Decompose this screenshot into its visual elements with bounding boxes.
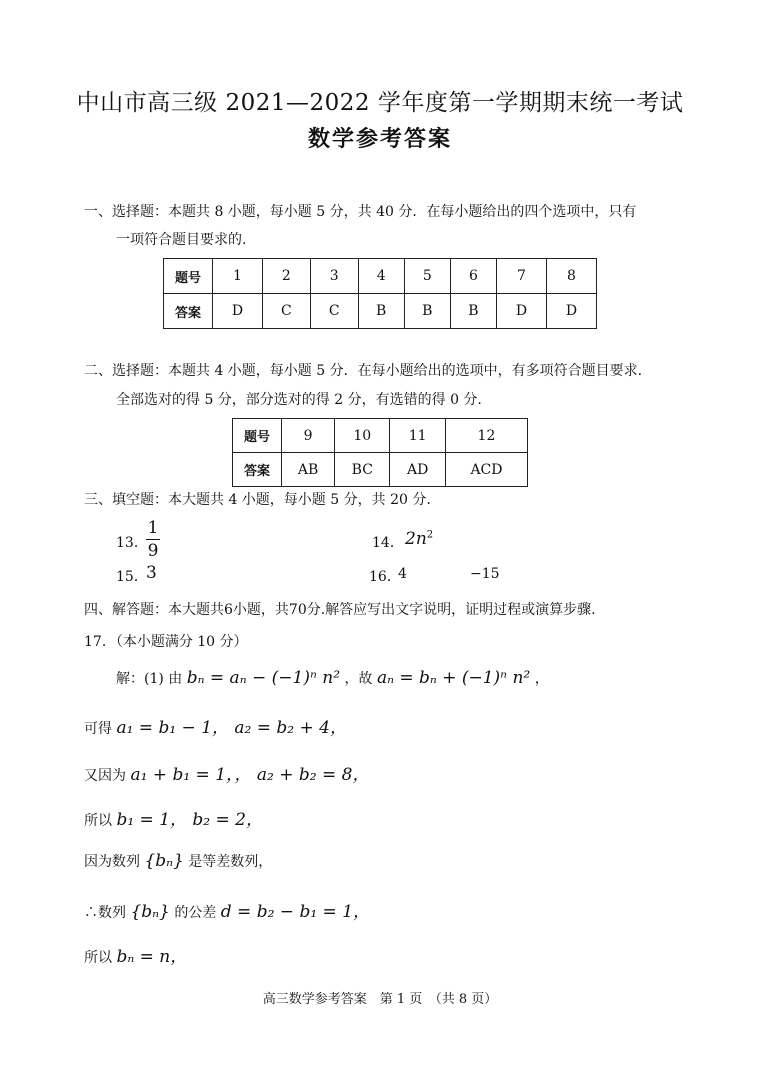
table-cell: B — [450, 294, 496, 329]
table-row — [164, 294, 597, 329]
table-cell: 1 — [213, 259, 263, 294]
solution-line-5 — [84, 851, 272, 871]
solution-line-3 — [84, 760, 370, 785]
solution-text: 又因为 — [84, 768, 126, 784]
section2-instructions-line1: 二、选择题：本题共 4 小题，每小题 5 分．在每小题给出的选项中，有多项符合题目要求. — [84, 363, 643, 379]
q13-denominator: 9 — [147, 541, 159, 561]
page-subtitle: 数学参考答案 — [307, 126, 452, 152]
table-cell: 5 — [404, 259, 450, 294]
q13-numerator: 1 — [147, 518, 159, 538]
q16-answer-2: −15 — [470, 566, 500, 582]
solution-text: ∴数列 — [84, 905, 126, 921]
row-label-question: 题号 — [164, 259, 213, 294]
row-label-answer: 答案 — [233, 453, 282, 487]
table-cell: 12 — [445, 419, 527, 453]
solution-text: 的公差 — [174, 905, 217, 921]
solution-line-4 — [84, 805, 263, 830]
table-row — [164, 259, 597, 294]
formula: {bₙ} — [144, 851, 184, 871]
table-cell: B — [358, 294, 404, 329]
table-cell: AD — [390, 453, 445, 487]
solution-text: 是等差数列， — [188, 854, 273, 870]
formula: aₙ = bₙ + (−1)ⁿ n² — [376, 668, 531, 688]
q14-exponent: 2 — [426, 529, 434, 541]
table-cell: 8 — [546, 259, 596, 294]
table-cell: 10 — [335, 419, 390, 453]
section1-instructions-line1: 一、选择题：本题共 8 小题，每小题 5 分，共 40 分．在每小题给出的四个选项中，只有 — [84, 204, 637, 220]
row-label-answer: 答案 — [164, 294, 213, 329]
formula: a₁ + b₁ = 1，， a₂ + b₂ = 8， — [130, 765, 370, 785]
solution-text: 因为数列 — [84, 854, 140, 870]
q13-label: 13． — [116, 535, 148, 551]
q14-answer — [405, 529, 433, 549]
solution-text: 解：(1) 由 — [116, 671, 183, 687]
solution-text: ， — [534, 671, 549, 687]
table-cell: ACD — [445, 453, 527, 487]
table-cell: C — [262, 294, 310, 329]
table-cell: 11 — [390, 419, 445, 453]
formula: {bₙ} — [130, 902, 170, 922]
q15-answer: 3 — [146, 563, 157, 583]
solution-text: ，故 — [344, 671, 373, 687]
table-cell: 4 — [358, 259, 404, 294]
table-cell: 9 — [282, 419, 335, 453]
formula: bₙ = n， — [116, 947, 188, 967]
q16-answer-1: 4 — [398, 566, 407, 582]
formula: d = b₂ − b₁ = 1， — [220, 902, 371, 922]
section1-instructions-line2: 一项符合题目要求的. — [116, 232, 247, 248]
solution-text: 所以 — [84, 813, 112, 829]
formula: b₁ = 1， b₂ = 2， — [116, 810, 263, 830]
q13-fraction — [146, 518, 160, 561]
table-cell: D — [546, 294, 596, 329]
table-cell: B — [404, 294, 450, 329]
table-cell: 3 — [310, 259, 358, 294]
formula: bₙ = aₙ − (−1)ⁿ n² — [186, 668, 341, 688]
q14-base: 2n — [405, 529, 427, 549]
section3-instructions: 三、填空题：本大题共 4 小题，每小题 5 分，共 20 分. — [84, 492, 431, 508]
section1-answer-table — [163, 258, 597, 329]
section2-answer-table — [232, 418, 528, 487]
q14-label: 14． — [372, 535, 404, 551]
table-cell: 7 — [497, 259, 547, 294]
q16-label: 16． — [369, 569, 401, 585]
solution-line-6 — [84, 897, 370, 922]
solution-line-7 — [84, 942, 187, 967]
table-row — [233, 419, 528, 453]
solution-line-2 — [84, 713, 347, 738]
table-cell: 6 — [450, 259, 496, 294]
section4-instructions: 四、解答题：本大题共6小题，共70分.解答应写出文字说明，证明过程或演算步骤. — [84, 602, 596, 618]
page-footer: 高三数学参考答案 第 1 页 （共 8 页） — [262, 992, 498, 1007]
q15-label: 15． — [116, 569, 148, 585]
formula: a₁ = b₁ − 1， a₂ = b₂ + 4， — [116, 718, 347, 738]
table-cell: C — [310, 294, 358, 329]
table-cell: D — [213, 294, 263, 329]
page-title: 中山市高三级 2021—2022 学年度第一学期期末统一考试 — [76, 90, 684, 116]
row-label-question: 题号 — [233, 419, 282, 453]
table-row — [233, 453, 528, 487]
table-cell: 2 — [262, 259, 310, 294]
solution-text: 可得 — [84, 721, 112, 737]
table-cell: BC — [335, 453, 390, 487]
fraction-bar — [146, 539, 160, 540]
q17-header: 17．（本小题满分 10 分） — [84, 634, 248, 650]
table-cell: D — [497, 294, 547, 329]
solution-text: 所以 — [84, 950, 112, 966]
solution-line-1 — [116, 668, 549, 688]
section2-instructions-line2: 全部选对的得 5 分，部分选对的得 2 分，有选错的得 0 分. — [116, 392, 482, 408]
table-cell: AB — [282, 453, 335, 487]
